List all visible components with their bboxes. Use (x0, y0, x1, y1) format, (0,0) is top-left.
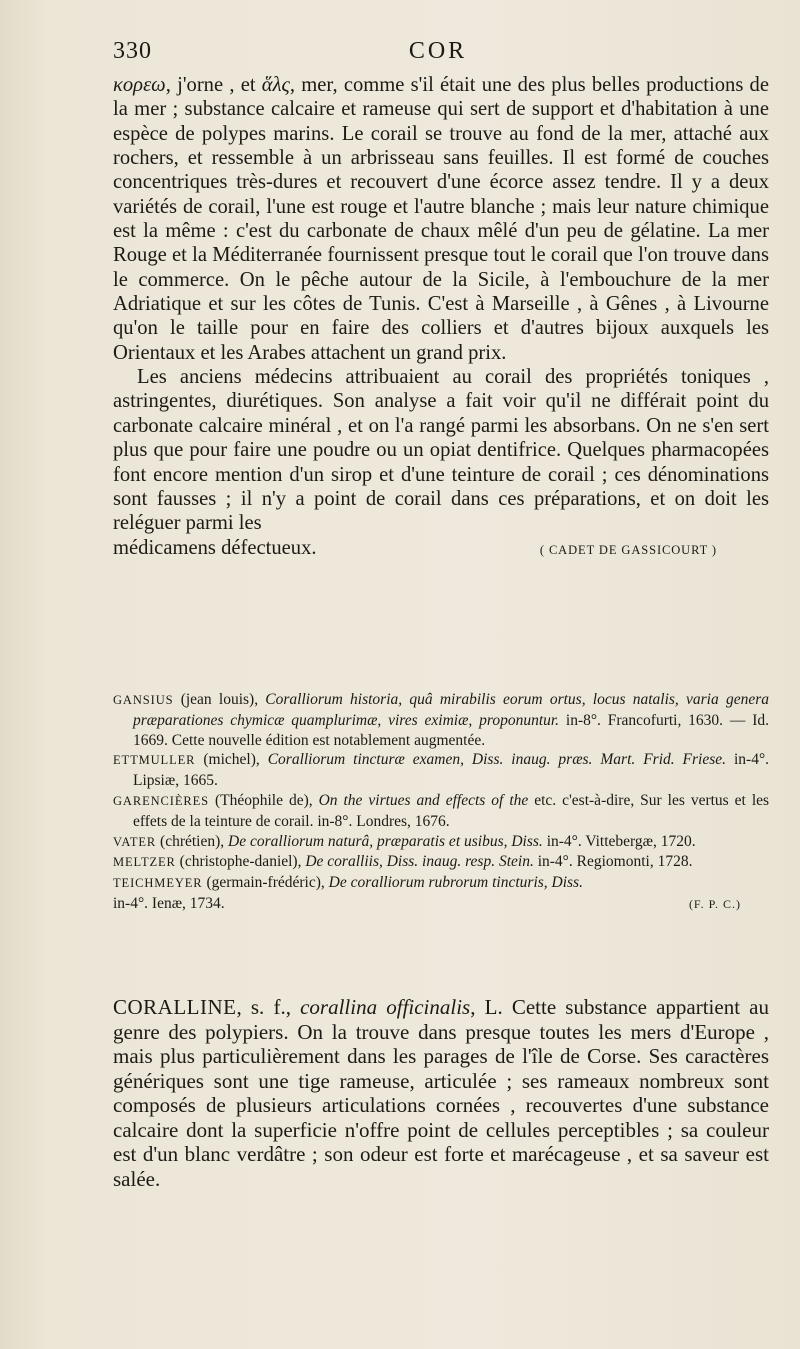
bib-given-name: (christophe-daniel), (179, 853, 302, 871)
paragraph-text: , j'orne , et (165, 74, 262, 96)
coralline-article (113, 995, 769, 1191)
coralline-grammar: , s. f., (236, 995, 291, 1019)
bibliography-entry (113, 873, 769, 894)
bib-given-name: (chrétien), (160, 832, 225, 850)
bibliography (113, 690, 769, 915)
bib-details: in-4°. Ienæ, 1734. (113, 894, 225, 912)
bibliography-last-line (113, 894, 769, 915)
paragraph-text: , mer, comme s'il était une des plus belles productions de la mer ; substance calcaire et rameuse qui sert de support et d'habitation à une espèce de polypes marins. Le corail se trouve au fond de la mer, attaché aux rochers, et ressemble à un arbrisseau sans feuilles. Il est formé de couches concentriques très-dures et recouvert d'une écorce assez tendre. Il y a deux variétés de corail, l'une est rouge et l'autre blanche ; mais leur nature chimique est la même : c'est du carbonate de chaux mêlé d'un peu de gélatine. La mer Rouge et la Méditerranée fournissent presque tout le corail que l'on trouve dans le commerce. On le pêche autour de la Sicile, à l'embouchure de la mer Adriatique et sur les côtes de Tunis. C'est à Marseille , à Gênes , à Livourne qu'on le taille pour en faire des colliers et d'autres bijoux auxquels les Orientaux et les Arabes attachent un grand prix. (113, 74, 769, 364)
bibliography-entry (113, 750, 769, 791)
bib-author: GARENCIÈRES (113, 793, 210, 808)
corail-article (113, 73, 769, 562)
bib-author: TEICHMEYER (113, 876, 203, 891)
bib-given-name: (michel), (203, 751, 260, 769)
bib-author: GANSIUS (113, 693, 174, 707)
bibliography-entry (113, 791, 769, 832)
coralline-headword: CORALLINE (113, 995, 237, 1019)
bib-author: MELTZER (113, 855, 176, 870)
bibliography-initials: (F. P. C.) (688, 896, 741, 911)
bibliography-entry (113, 832, 769, 853)
bib-details: in-4°. Regiomonti, 1728. (537, 853, 693, 871)
article-end-line (113, 536, 769, 562)
greek-word: κορεω (113, 74, 166, 96)
article-paragraph-2: Les anciens médecins attribuaient au corail des propriétés toniques , astringentes, diurétiques. Son analyse a fait voir qu'il ne différait point du carbonate calcaire minéral , et on l'a rangé parmi les absorbans. On ne s'en sert plus que pour faire une poudre ou un opiat dentifrice. Quelques pharmacopées font encore mention d'un sirop et d'une teinture de corail ; ces dénominations sont fausses ; il n'y a point de corail dans ces préparations, et on doit les reléguer parmi les (113, 366, 769, 535)
bib-details: in-8°. Francofurti, 1630. — Id. 1669. Cette nouvelle édition est notablement augmentée. (133, 711, 769, 749)
bib-author: VATER (113, 834, 157, 849)
author-signature: ( CADET DE GASSICOURT ) (539, 542, 717, 557)
bib-author: ETTMULLER (113, 753, 196, 768)
bib-given-name: (jean louis), (180, 691, 259, 708)
article-paragraph-1 (113, 73, 769, 365)
bib-title: On the virtues and effects of the (318, 791, 529, 809)
coralline-latin-name: corallina officinalis (300, 995, 471, 1019)
greek-word: ἅλς (261, 74, 290, 96)
coralline-abbr: , L. (470, 995, 503, 1019)
paragraph-text: médicamens défectueux. (113, 536, 317, 559)
bib-title: Coralliorum historia, quâ mirabilis eorum ortus, locus natalis, varia genera præparationes chymicæ quamplurimæ, vires eximiæ, proponuntur. (133, 691, 769, 729)
running-head: COR (408, 38, 468, 64)
page-header (113, 38, 763, 74)
bibliography-entry (113, 852, 769, 873)
bibliography-entry (113, 690, 769, 750)
coralline-text: Cette substance appartient au genre des polypiers. On la trouve dans presque toutes les mers d'Europe , mais plus particulièrement dans les parages de l'île de Corse. Ses caractères génériques sont une tige rameuse, articulée ; ses rameaux nombreux sont composés de plusieurs articulations cornées , recouvertes d'une substance calcaire dont la superficie n'offre point de cellules perceptibles ; sa couleur est d'un blanc verdâtre ; son odeur est forte et marécageuse , et sa saveur est salée. (113, 995, 769, 1191)
bib-details: in-4°. Lipsiæ, 1665. (133, 751, 770, 790)
bib-title: Coralliorum tincturæ examen, Diss. inaug. præs. Mart. Frid. Friese. (267, 751, 727, 769)
page-number: 330 (113, 38, 152, 64)
bib-given-name: (germain-frédéric), (206, 874, 325, 892)
bib-details: in-4°. Vittebergæ, 1720. (546, 832, 696, 850)
bib-given-name: (Théophile de), (214, 791, 313, 809)
bib-title: De coralliis, Diss. inaug. resp. Stein. (305, 853, 534, 871)
bib-details: etc. c'est-à-dire, Sur les vertus et les effets de la teinture de corail. in-8°. Londres, 1676. (133, 791, 770, 830)
bib-title: De coralliorum naturâ, præparatis et usibus, Diss. (228, 832, 543, 850)
bib-title: De coralliorum rubrorum tincturis, Diss. (328, 874, 583, 892)
